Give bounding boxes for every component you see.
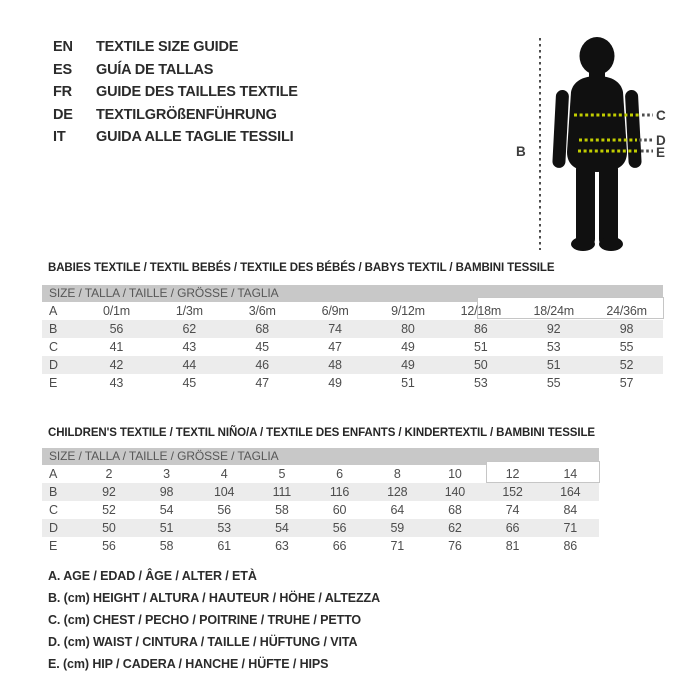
table-cell: 10 bbox=[448, 467, 462, 481]
table-cell: 128 bbox=[387, 485, 408, 499]
measurement-legend bbox=[48, 569, 380, 679]
row-label: B bbox=[49, 485, 58, 499]
lang-row-en bbox=[53, 36, 298, 59]
babies-table-rows bbox=[42, 302, 663, 392]
table-cell: 6 bbox=[336, 467, 343, 481]
table-cell: 58 bbox=[159, 539, 174, 553]
table-cell: 6/9m bbox=[321, 304, 349, 318]
table-cell: 5 bbox=[278, 467, 286, 481]
table-cell: 66 bbox=[332, 539, 347, 553]
table-cell: 52 bbox=[619, 358, 634, 372]
table-cell: 66 bbox=[505, 521, 520, 535]
table-row bbox=[42, 501, 599, 519]
table-cell: 3/6m bbox=[248, 304, 276, 318]
legend-line-d: D. (cm) WAIST / CINTURA / TAILLE / HÜFTUNG / VITA bbox=[48, 635, 358, 649]
child-silhouette-figure bbox=[500, 20, 700, 260]
table-cell: 68 bbox=[448, 503, 462, 517]
row-label: E bbox=[49, 376, 58, 390]
table-cell: 8 bbox=[393, 467, 401, 481]
table-cell: 63 bbox=[275, 539, 289, 553]
table-cell: 51 bbox=[401, 376, 415, 390]
lang-title: TEXTILE SIZE GUIDE bbox=[96, 39, 239, 56]
table-row bbox=[42, 302, 663, 320]
table-cell: 50 bbox=[474, 358, 488, 372]
table-cell: 53 bbox=[474, 376, 488, 390]
table-cell: 0/1m bbox=[102, 304, 130, 318]
measurement-figure bbox=[500, 20, 700, 260]
table-cell: 86 bbox=[563, 539, 577, 553]
table-cell: 61 bbox=[217, 539, 231, 553]
table-cell: 47 bbox=[328, 340, 342, 354]
children-size-table bbox=[42, 448, 599, 555]
table-row bbox=[42, 465, 599, 483]
table-row bbox=[42, 537, 599, 555]
table-cell: 51 bbox=[546, 358, 561, 372]
table-cell: 98 bbox=[159, 485, 174, 499]
label-b: B bbox=[516, 144, 526, 159]
table-cell: 58 bbox=[275, 503, 289, 517]
table-cell: 92 bbox=[102, 485, 116, 499]
table-cell: 45 bbox=[255, 340, 269, 354]
babies-size-table bbox=[42, 285, 663, 392]
language-title-list bbox=[53, 36, 298, 149]
table-row bbox=[42, 374, 663, 392]
table-cell: 56 bbox=[102, 539, 116, 553]
table-cell: 52 bbox=[102, 503, 116, 517]
table-row bbox=[42, 356, 663, 374]
table-cell: 59 bbox=[390, 521, 404, 535]
table-cell: 74 bbox=[505, 503, 520, 517]
table-cell: 140 bbox=[444, 485, 465, 499]
child-silhouette bbox=[552, 37, 642, 251]
row-label: C bbox=[49, 340, 58, 354]
table-cell: 104 bbox=[214, 485, 235, 499]
children-section-title: CHILDREN'S TEXTILE / TEXTIL NIÑO/A / TEXTILE DES ENFANTS / KINDERTEXTIL / BAMBINI TESSILE bbox=[48, 427, 595, 439]
table-cell: 55 bbox=[619, 340, 634, 354]
table-cell: 42 bbox=[109, 358, 124, 372]
lang-row-de bbox=[53, 104, 298, 127]
table-cell: 24/36m bbox=[606, 304, 647, 318]
lang-row-es bbox=[53, 59, 298, 82]
table-cell: 47 bbox=[255, 376, 269, 390]
table-cell: 12/18m bbox=[460, 304, 502, 318]
lang-title: GUÍA DE TALLAS bbox=[96, 61, 214, 78]
babies-size-header: SIZE / TALLA / TAILLE / GRÖSSE / TAGLIA bbox=[42, 285, 663, 302]
table-cell: 56 bbox=[109, 322, 124, 336]
row-label: E bbox=[49, 539, 58, 553]
table-cell: 76 bbox=[448, 539, 462, 553]
table-row bbox=[42, 320, 663, 338]
table-cell: 64 bbox=[390, 503, 404, 517]
babies-section-title: BABIES TEXTILE / TEXTIL BEBÉS / TEXTILE DES BÉBÉS / BABYS TEXTIL / BAMBINI TESSILE bbox=[48, 262, 555, 274]
row-label: B bbox=[49, 322, 58, 336]
table-cell: 3 bbox=[163, 467, 170, 481]
table-cell: 14 bbox=[563, 467, 577, 481]
table-cell: 92 bbox=[546, 322, 561, 336]
table-cell: 46 bbox=[255, 358, 269, 372]
table-cell: 4 bbox=[220, 467, 228, 481]
table-cell: 80 bbox=[401, 322, 415, 336]
table-cell: 54 bbox=[159, 503, 174, 517]
table-cell: 2 bbox=[105, 467, 113, 481]
table-cell: 98 bbox=[619, 322, 634, 336]
label-c: C bbox=[656, 108, 666, 123]
lang-title: GUIDE DES TAILLES TEXTILE bbox=[96, 84, 298, 101]
label-d: D bbox=[656, 133, 666, 148]
legend-line-c: C. (cm) CHEST / PECHO / POITRINE / TRUHE / PETTO bbox=[48, 613, 362, 627]
table-cell: 68 bbox=[255, 322, 269, 336]
table-cell: 81 bbox=[505, 539, 520, 553]
table-cell: 51 bbox=[159, 521, 174, 535]
table-row bbox=[42, 338, 663, 356]
children-table-rows bbox=[42, 465, 599, 555]
table-cell: 62 bbox=[182, 322, 197, 336]
table-cell: 41 bbox=[109, 340, 124, 354]
table-cell: 44 bbox=[182, 358, 197, 372]
table-cell: 1/3m bbox=[175, 304, 203, 318]
label-e: E bbox=[656, 145, 666, 160]
lang-code: DE bbox=[53, 106, 73, 123]
table-cell: 43 bbox=[109, 376, 124, 390]
table-cell: 57 bbox=[619, 376, 634, 390]
lang-row-it bbox=[53, 126, 298, 149]
lang-code: ES bbox=[53, 61, 72, 78]
table-cell: 54 bbox=[275, 521, 289, 535]
table-cell: 49 bbox=[401, 340, 415, 354]
children-size-header: SIZE / TALLA / TAILLE / GRÖSSE / TAGLIA bbox=[42, 448, 599, 465]
table-row bbox=[42, 519, 599, 537]
legend-line-a: A. AGE / EDAD / ÂGE / ALTER / ETÀ bbox=[48, 569, 257, 583]
table-cell: 49 bbox=[401, 358, 415, 372]
table-cell: 53 bbox=[546, 340, 561, 354]
table-cell: 43 bbox=[182, 340, 197, 354]
table-cell: 84 bbox=[563, 503, 577, 517]
table-cell: 164 bbox=[560, 485, 581, 499]
row-label: A bbox=[49, 304, 58, 318]
lang-code: EN bbox=[53, 39, 73, 56]
table-cell: 60 bbox=[332, 503, 347, 517]
table-cell: 71 bbox=[390, 539, 404, 553]
table-cell: 152 bbox=[502, 485, 523, 499]
row-label: D bbox=[49, 358, 58, 372]
legend-line-e: E. (cm) HIP / CADERA / HANCHE / HÜFTE / HIPS bbox=[48, 657, 329, 671]
table-cell: 56 bbox=[332, 521, 347, 535]
table-cell: 116 bbox=[329, 485, 350, 499]
lang-row-fr bbox=[53, 81, 298, 104]
table-cell: 56 bbox=[217, 503, 231, 517]
table-cell: 48 bbox=[328, 358, 342, 372]
table-cell: 86 bbox=[474, 322, 488, 336]
lang-code: FR bbox=[53, 84, 72, 101]
table-row bbox=[42, 483, 599, 501]
row-label: C bbox=[49, 503, 58, 517]
table-cell: 51 bbox=[474, 340, 488, 354]
table-cell: 55 bbox=[546, 376, 561, 390]
table-cell: 53 bbox=[217, 521, 231, 535]
row-label: D bbox=[49, 521, 58, 535]
table-cell: 18/24m bbox=[533, 304, 574, 318]
lang-title: TEXTILGRÖßENFÜHRUNG bbox=[96, 106, 277, 123]
row-label: A bbox=[49, 467, 58, 481]
table-cell: 45 bbox=[182, 376, 197, 390]
table-cell: 62 bbox=[448, 521, 462, 535]
table-cell: 74 bbox=[328, 322, 342, 336]
table-cell: 12 bbox=[505, 467, 520, 481]
legend-line-b: B. (cm) HEIGHT / ALTURA / HAUTEUR / HÖHE / ALTEZZA bbox=[48, 591, 381, 605]
lang-code: IT bbox=[53, 129, 66, 146]
lang-title: GUIDA ALLE TAGLIE TESSILI bbox=[96, 129, 294, 146]
table-cell: 50 bbox=[102, 521, 116, 535]
table-cell: 9/12m bbox=[391, 304, 425, 318]
table-cell: 111 bbox=[272, 485, 292, 499]
table-cell: 71 bbox=[563, 521, 577, 535]
table-cell: 49 bbox=[328, 376, 342, 390]
